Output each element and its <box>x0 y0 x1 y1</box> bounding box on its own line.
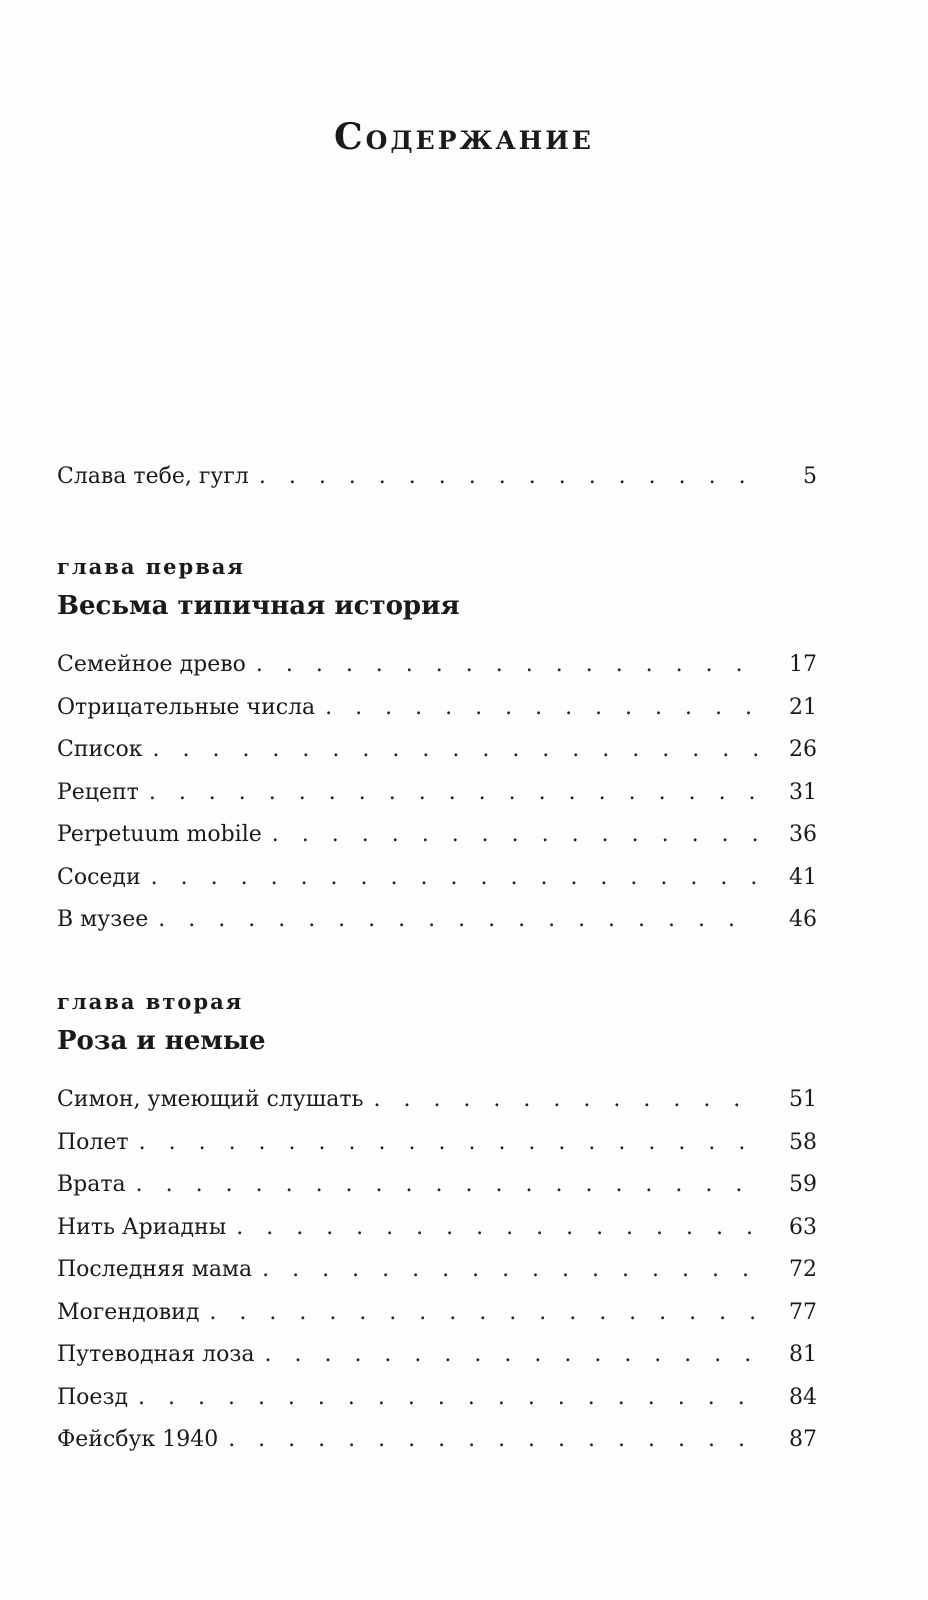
entry-title: Последняя мама <box>57 1257 253 1282</box>
dot-leader <box>256 644 757 687</box>
dot-leader <box>373 1079 757 1122</box>
dot-leader <box>259 456 757 499</box>
toc-entry[interactable] <box>57 456 817 499</box>
chapter-title: Роза и немые <box>57 1026 266 1056</box>
entry-title: Врата <box>57 1172 126 1197</box>
page-number: 5 <box>803 464 817 489</box>
entry-title: Рецепт <box>57 779 139 805</box>
page-number: 84 <box>789 1384 817 1410</box>
toc-entry[interactable] <box>57 857 817 900</box>
chapter-label: глава первая <box>57 554 245 579</box>
entry-title: Отрицательные числа <box>57 694 316 720</box>
entry-title: Соседи <box>57 864 141 890</box>
dot-leader <box>325 687 757 730</box>
dot-leader <box>264 1334 757 1377</box>
page-title: Содержание <box>334 116 594 158</box>
page-number: 46 <box>789 907 817 932</box>
page-number: 59 <box>789 1172 817 1197</box>
chapter-section-1 <box>57 552 817 942</box>
entry-title: Поезд <box>57 1384 128 1410</box>
toc-entry[interactable] <box>57 644 817 687</box>
toc-entry[interactable] <box>57 1292 817 1335</box>
entry-title: Путеводная лоза <box>57 1342 255 1367</box>
entry-title: В музее <box>57 907 149 932</box>
entry-title: Слава тебе, гугл <box>57 464 249 489</box>
entry-title: Perpetuum mobile <box>57 822 262 847</box>
page-number: 17 <box>789 652 817 677</box>
toc-intro <box>57 456 817 499</box>
dot-leader <box>262 1249 757 1292</box>
page-number: 36 <box>789 822 817 847</box>
chapter-entry-list <box>57 644 817 942</box>
toc-entry[interactable] <box>57 1377 817 1420</box>
dot-leader <box>228 1419 757 1462</box>
dot-leader <box>236 1207 757 1250</box>
dot-leader <box>151 857 757 900</box>
chapter-title: Весьма типичная история <box>57 591 460 621</box>
entry-title: Фейсбук 1940 <box>57 1427 219 1452</box>
chapter-label: глава вторая <box>57 989 244 1014</box>
page-number: 77 <box>789 1299 817 1325</box>
dot-leader <box>158 899 757 942</box>
page-number: 26 <box>789 737 817 762</box>
page-number: 63 <box>789 1214 817 1240</box>
entry-title: Список <box>57 737 143 762</box>
toc-entry[interactable] <box>57 814 817 857</box>
toc-entry[interactable] <box>57 1164 817 1207</box>
chapter-entry-list <box>57 1079 817 1462</box>
page-number: 41 <box>789 864 817 890</box>
toc-entry[interactable] <box>57 1249 817 1292</box>
entry-title: Полет <box>57 1129 129 1155</box>
toc-entry[interactable] <box>57 1207 817 1250</box>
toc-entry[interactable] <box>57 1122 817 1165</box>
toc-entry[interactable] <box>57 1334 817 1377</box>
dot-leader <box>272 814 757 857</box>
toc-entry[interactable] <box>57 1419 817 1462</box>
dot-leader <box>209 1292 757 1335</box>
toc-entry[interactable] <box>57 729 817 772</box>
page-number: 21 <box>789 694 817 720</box>
toc-entry[interactable] <box>57 687 817 730</box>
page-number: 58 <box>789 1129 817 1155</box>
dot-leader <box>149 772 757 815</box>
page-number: 31 <box>789 779 817 805</box>
page-number: 51 <box>789 1087 817 1112</box>
toc-entry[interactable] <box>57 899 817 942</box>
entry-title: Могендовид <box>57 1299 200 1325</box>
page-number: 81 <box>789 1342 817 1367</box>
dot-leader <box>152 729 757 772</box>
dot-leader <box>136 1164 757 1207</box>
chapter-section-2 <box>57 987 817 1462</box>
dot-leader <box>138 1377 757 1420</box>
entry-title: Семейное древо <box>57 652 246 677</box>
page-number: 87 <box>789 1427 817 1452</box>
toc-entry[interactable] <box>57 1079 817 1122</box>
entry-title: Симон, умеющий слушать <box>57 1087 364 1112</box>
page-number: 72 <box>789 1257 817 1282</box>
toc-entry[interactable] <box>57 772 817 815</box>
dot-leader <box>139 1122 757 1165</box>
entry-title: Нить Ариадны <box>57 1214 227 1240</box>
